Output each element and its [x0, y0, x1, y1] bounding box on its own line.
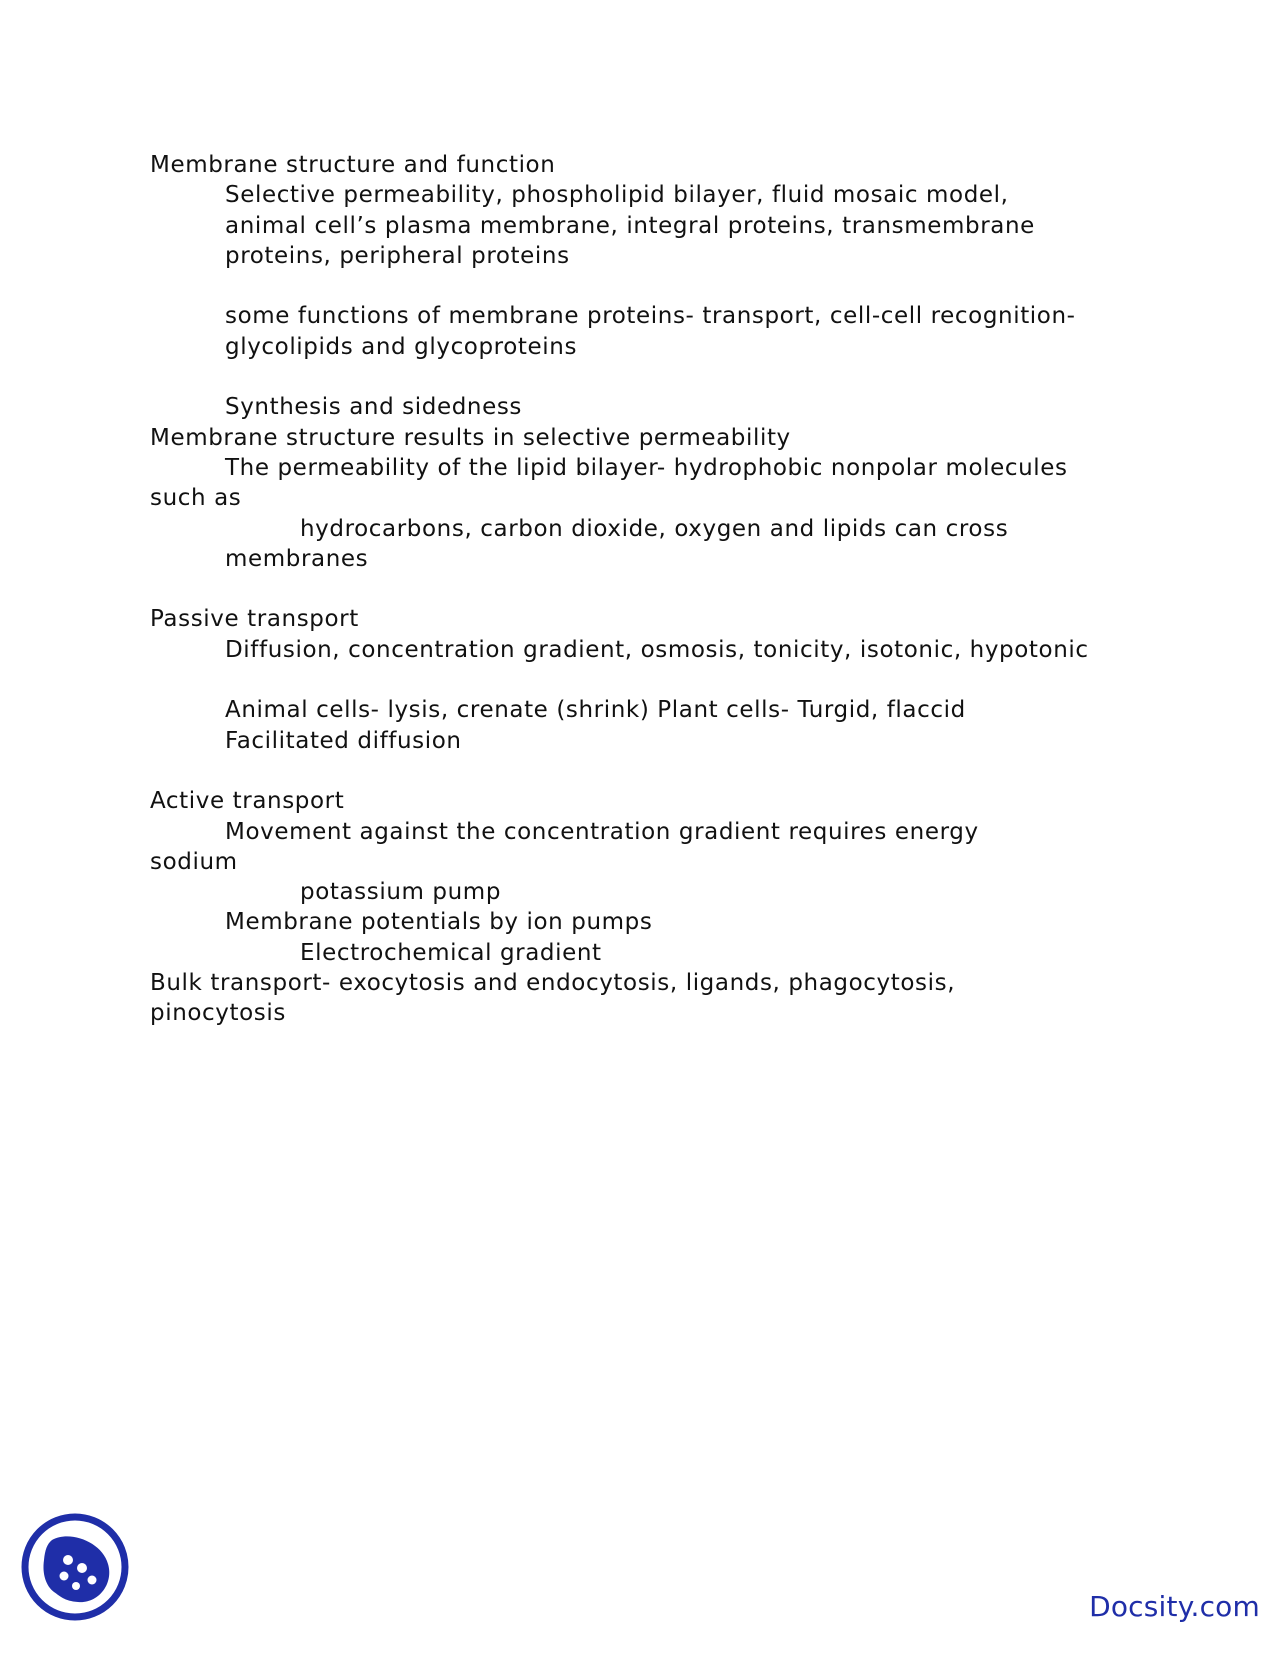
text-line: proteins, peripheral proteins — [225, 242, 570, 269]
text-line: Membrane potentials by ion pumps — [225, 909, 653, 936]
text-line: Membrane structure and function — [150, 152, 556, 178]
docsity-watermark-link[interactable]: Docsity.com — [1089, 1590, 1260, 1623]
text-line: some functions of membrane proteins- transport, cell-cell recognition- — [225, 303, 1076, 330]
text-line: potassium pump — [300, 879, 502, 906]
blank-line — [150, 665, 1150, 695]
text-line: Diffusion, concentration gradient, osmosis, tonicity, isotonic, hypotonic — [225, 636, 1089, 663]
text-line: glycolipids and glycoproteins — [225, 333, 578, 360]
blank-line — [150, 362, 1150, 392]
text-line: Facilitated diffusion — [225, 727, 462, 754]
text-line: Movement against the concentration gradient requires energy — [225, 818, 979, 845]
text-line: sodium — [150, 848, 238, 875]
blank-line — [150, 574, 1150, 604]
text-line: animal cell’s plasma membrane, integral proteins, transmembrane — [225, 212, 1035, 239]
text-line: Synthesis and sidedness — [225, 394, 522, 421]
text-line: Membrane structure results in selective permeability — [150, 424, 791, 451]
text-line: Animal cells- lysis, crenate (shrink) Plant cells- Turgid, flaccid — [225, 697, 966, 724]
text-line: such as — [150, 485, 242, 512]
text-line: membranes — [225, 545, 369, 572]
text-line: hydrocarbons, carbon dioxide, oxygen and lipids can cross — [300, 515, 1009, 542]
text-line: Active transport — [150, 788, 345, 815]
text-line: Electrochemical gradient — [300, 939, 602, 966]
text-line: Selective permeability, phospholipid bilayer, fluid mosaic model, — [225, 182, 1009, 209]
text-line: pinocytosis — [150, 1000, 286, 1027]
blank-line — [150, 271, 1150, 301]
text-line: The permeability of the lipid bilayer- hydrophobic nonpolar molecules — [225, 454, 1068, 481]
text-line: Bulk transport- exocytosis and endocytosis, ligands, phagocytosis, — [150, 970, 956, 997]
document-body — [150, 150, 1150, 1029]
docsity-logo-icon[interactable] — [20, 1512, 130, 1622]
text-line: Passive transport — [150, 606, 359, 633]
blank-line — [150, 756, 1150, 786]
